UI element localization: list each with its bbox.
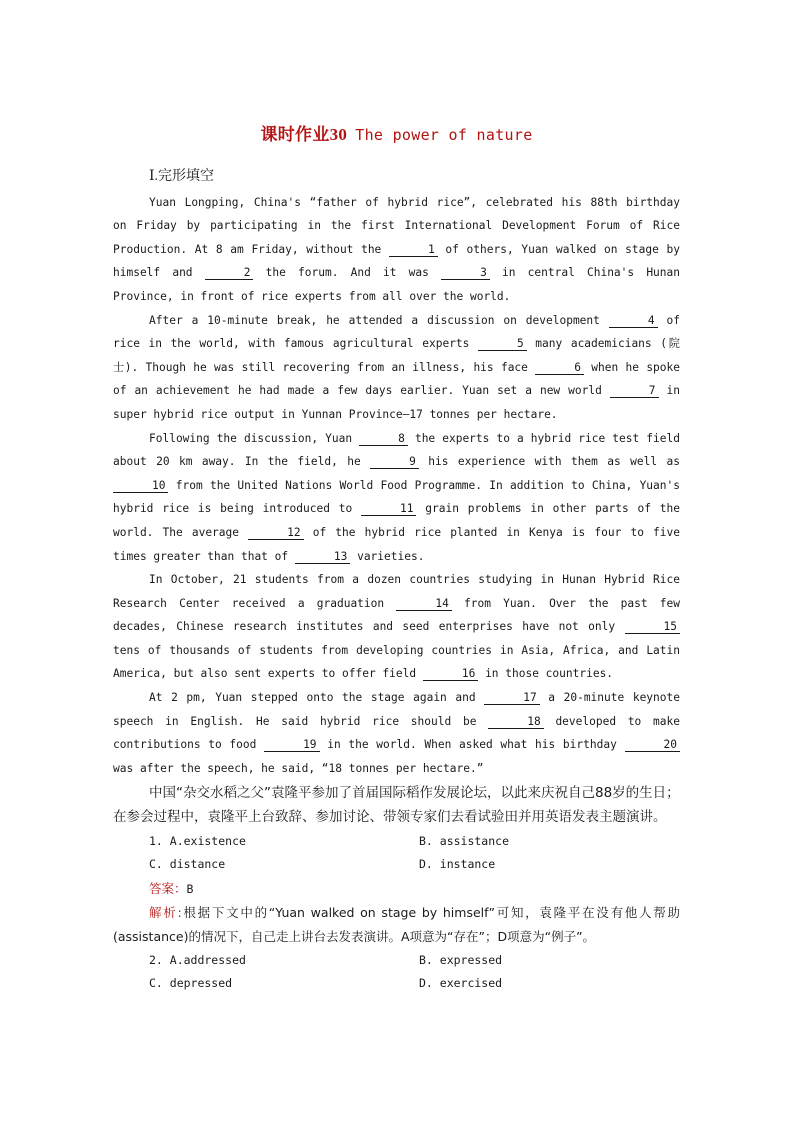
passage-text: in super hybrid rice output in Yunnan Province—17 tonnes per hectare. [113, 384, 680, 421]
q1-answer [149, 877, 680, 902]
passage-text: in the world. When asked what his birthday [319, 738, 625, 752]
passage-text: his experience with them as well as [418, 455, 680, 469]
explanation-text: 根据下文中的“Yuan walked on stage by himself”可知，袁隆平在没有他人帮助(assistance)的情况下，自己走上讲台去发表演讲。A项意为“存在”；D项意为“例子”。 [113, 905, 680, 944]
passage-paragraph [113, 309, 680, 427]
blank-9: 9 [370, 455, 419, 469]
passage-text: was after the speech, he said, “18 tonnes per hectare.” [113, 761, 484, 775]
passage-text: At 2 pm, Yuan stepped onto the stage again and [149, 691, 485, 705]
q2-option-b: B. expressed [419, 952, 503, 967]
cloze-passage [113, 191, 680, 781]
passage-text: developed to make contributions to food [113, 714, 680, 752]
blank-19: 19 [264, 738, 319, 752]
passage-paragraph [113, 427, 680, 569]
explanation-label: 解析: [149, 905, 182, 921]
passage-text: from Yuan. Over the past few decades, Chinese research institutes and seed enterprises have not only [113, 596, 680, 634]
blank-10: 10 [113, 479, 168, 493]
q2-option-c: C. depressed [149, 976, 233, 991]
section-heading: Ⅰ.完形填空 [149, 169, 215, 184]
blank-7: 7 [610, 384, 659, 398]
page-title [113, 120, 680, 145]
answer-label: 答案： [149, 880, 187, 896]
passage-text: the forum. And it was [253, 266, 442, 280]
blank-17: 17 [484, 691, 539, 705]
passage-text: in central China's Hunan Province, in front of rice experts from all over the world. [113, 266, 681, 303]
worksheet-page [113, 120, 680, 996]
q2-options-row-1 [113, 949, 680, 973]
passage-text: After a 10-minute break, he attended a discussion on development [149, 313, 609, 327]
blank-2: 2 [205, 266, 254, 280]
blank-5: 5 [478, 337, 527, 351]
summary-cn: 中国“杂交水稻之父”袁隆平参加了首届国际稻作发展论坛，以此来庆祝自己88岁的生日；在参会过程中，袁隆平上台致辞、参加讨论、带领专家们去看试验田并用英语发表主题演讲。 [113, 785, 680, 826]
blank-20: 20 [625, 738, 680, 752]
passage-text: grain problems in other parts of the world. The average [113, 502, 680, 539]
blank-4: 4 [609, 314, 658, 328]
q1-option-c: C. distance [149, 857, 226, 872]
blank-15: 15 [625, 620, 680, 634]
passage-text: of rice in the world, with famous agricultural experts [113, 313, 680, 351]
q1-options-row-1 [113, 830, 680, 854]
passage-text: the experts to a hybrid rice test field about 20 km away. In the field, he [113, 431, 680, 469]
q1-option-a: 1. A.existence [149, 833, 246, 848]
passage-text: In October, 21 students from a dozen countries studying in Hunan Hybrid Rice Research Center received a graduation [113, 573, 680, 610]
title-en: The power of nature [355, 126, 533, 144]
passage-text: tens of thousands of students from developing countries in Asia, Africa, and Latin America, but also sent experts to offer field [113, 643, 680, 681]
blank-18: 18 [488, 715, 543, 729]
passage-paragraph [113, 686, 680, 780]
q2-options-row-2 [113, 972, 680, 996]
q1-options-row-2 [113, 853, 680, 877]
passage-paragraph [113, 568, 680, 686]
q2-option-d: D. exercised [419, 976, 503, 991]
blank-6: 6 [535, 361, 584, 375]
passage-text: Yuan Longping, China's “father of hybrid rice”, celebrated his 88th birthday on Friday by participating in the first International Development Forum of Rice Production. At 8 am Friday, without the [113, 195, 680, 256]
passage-text: from the United Nations World Food Programme. In addition to China, Yuan's hybrid rice is being introduced to [113, 478, 680, 516]
blank-1: 1 [389, 243, 438, 257]
answer-value: B [186, 881, 194, 896]
title-cn: 课时作业30 [260, 125, 348, 144]
passage-text: when he spoke of an achievement he had made a few days earlier. Yuan set a new world [113, 360, 680, 398]
q1-option-b: B. assistance [419, 833, 510, 848]
q1-explanation [113, 901, 680, 948]
passage-text: many academicians (院士). Though he was still recovering from an illness, his face [113, 337, 680, 374]
passage-text: of the hybrid rice planted in Kenya is four to five times greater than that of [113, 525, 680, 563]
blank-12: 12 [248, 526, 303, 540]
blank-11: 11 [361, 502, 416, 516]
blank-3: 3 [441, 266, 490, 280]
passage-text: Following the discussion, Yuan [149, 431, 360, 445]
passage-text: varieties. [350, 549, 425, 563]
q1-option-d: D. instance [419, 857, 496, 872]
q2-option-a: 2. A.addressed [149, 952, 246, 967]
blank-14: 14 [396, 597, 451, 611]
passage-text: a 20-minute keynote speech in English. He said hybrid rice should be [113, 691, 680, 728]
passage-paragraph [113, 191, 680, 309]
blank-8: 8 [359, 432, 408, 446]
blank-16: 16 [423, 667, 478, 681]
passage-text: of others, Yuan walked on stage by himself and [113, 242, 680, 280]
blank-13: 13 [295, 550, 350, 564]
passage-text: in those countries. [478, 667, 614, 681]
